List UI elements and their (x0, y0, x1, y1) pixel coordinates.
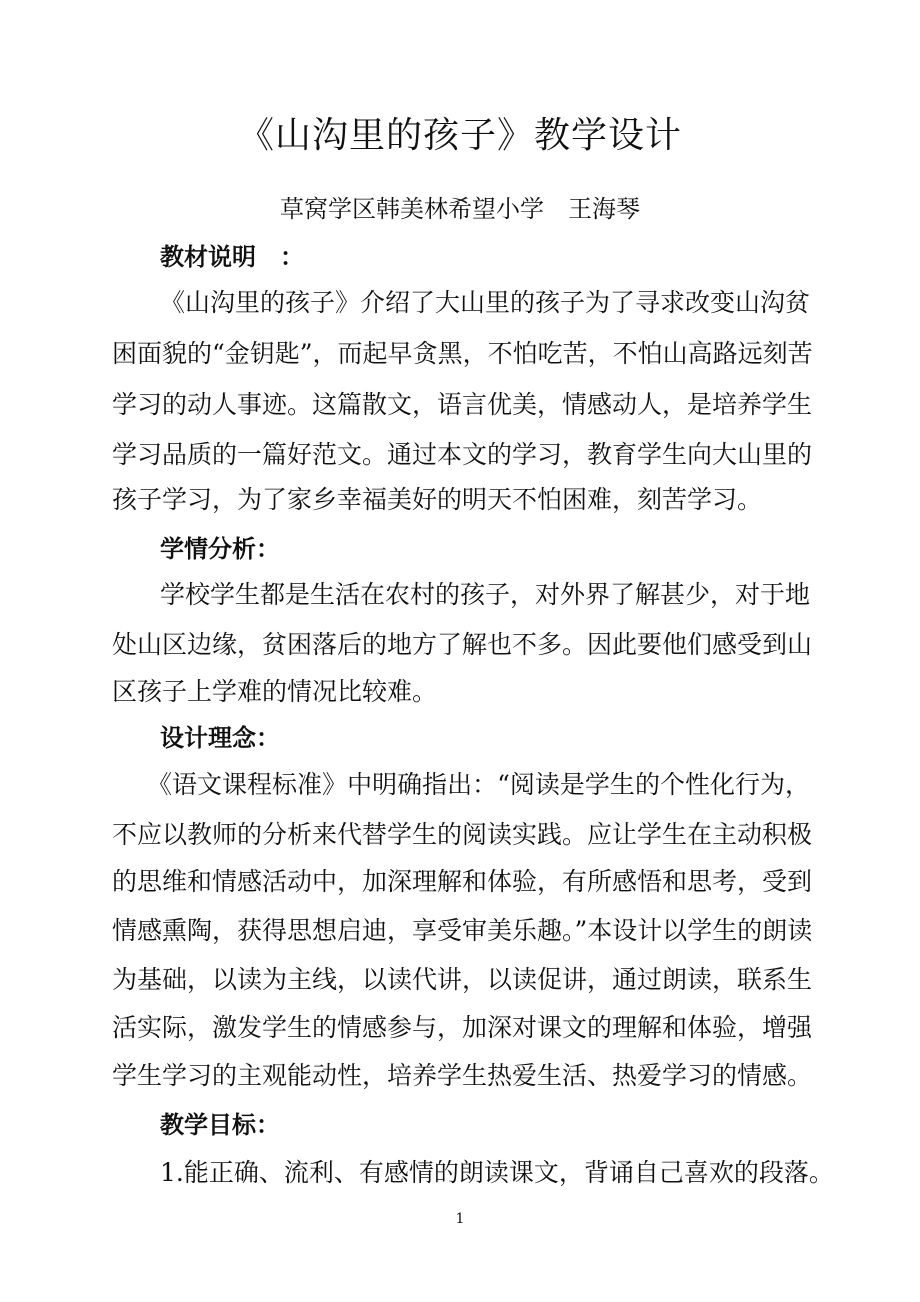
section-heading-materials: 教材说明 ： (160, 243, 304, 271)
paragraph-line: 困面貌的“金钥匙”，而起早贪黑，不怕吃苦，不怕山高路远刻苦 (112, 339, 813, 368)
paragraph-line: 处山区边缘，贫困落后的地方了解也不多。因此要他们感受到山 (112, 630, 813, 659)
document-title: 《山沟里的孩子》教学设计 (237, 115, 682, 156)
paragraph-line: 《山沟里的孩子》介绍了大山里的孩子为了寻求改变山沟贫 (160, 288, 811, 317)
section-heading-goals: 教学目标： (160, 1111, 280, 1139)
paragraph-line: 孩子学习，为了家乡幸福美好的明天不怕困难，刻苦学习。 (112, 485, 763, 514)
paragraph-line: 活实际，激发学生的情感参与，加深对课文的理解和体验，增强 (112, 1013, 813, 1042)
document-author: 草窝学区韩美林希望小学 王海琴 (280, 195, 640, 223)
paragraph-line: 不应以教师的分析来代替学生的阅读实践。应让学生在主动积极 (112, 820, 813, 849)
paragraph-line: 学校学生都是生活在农村的孩子，对外界了解甚少，对于地 (160, 580, 811, 609)
paragraph-line: 情感熏陶，获得思想启迪，享受审美乐趣。”本设计以学生的朗读 (112, 916, 813, 945)
paragraph-line: 的思维和情感活动中，加深理解和体验，有所感悟和思考，受到 (112, 867, 813, 896)
paragraph-line: 区孩子上学难的情况比较难。 (112, 677, 438, 706)
paragraph-line: 学生学习的主观能动性，培养学生热爱生活、热爱学习的情感。 (112, 1061, 813, 1090)
goal-item: 1.能正确、流利、有感情的朗读课文，背诵自己喜欢的段落。 (160, 1158, 834, 1187)
paragraph-line: 学习的动人事迹。这篇散文，语言优美，情感动人，是培养学生 (112, 390, 813, 419)
section-heading-students: 学情分析： (160, 535, 280, 563)
paragraph-line: 为基础，以读为主线，以读代讲，以读促讲，通过朗读，联系生 (112, 965, 813, 994)
page-number: 1 (455, 1211, 465, 1227)
paragraph-line: 《语文课程标准》中明确指出：“阅读是学生的个性化行为， (147, 770, 810, 799)
section-heading-concept: 设计理念： (160, 724, 280, 752)
paragraph-line: 学习品质的一篇好范文。通过本文的学习，教育学生向大山里的 (112, 440, 813, 469)
